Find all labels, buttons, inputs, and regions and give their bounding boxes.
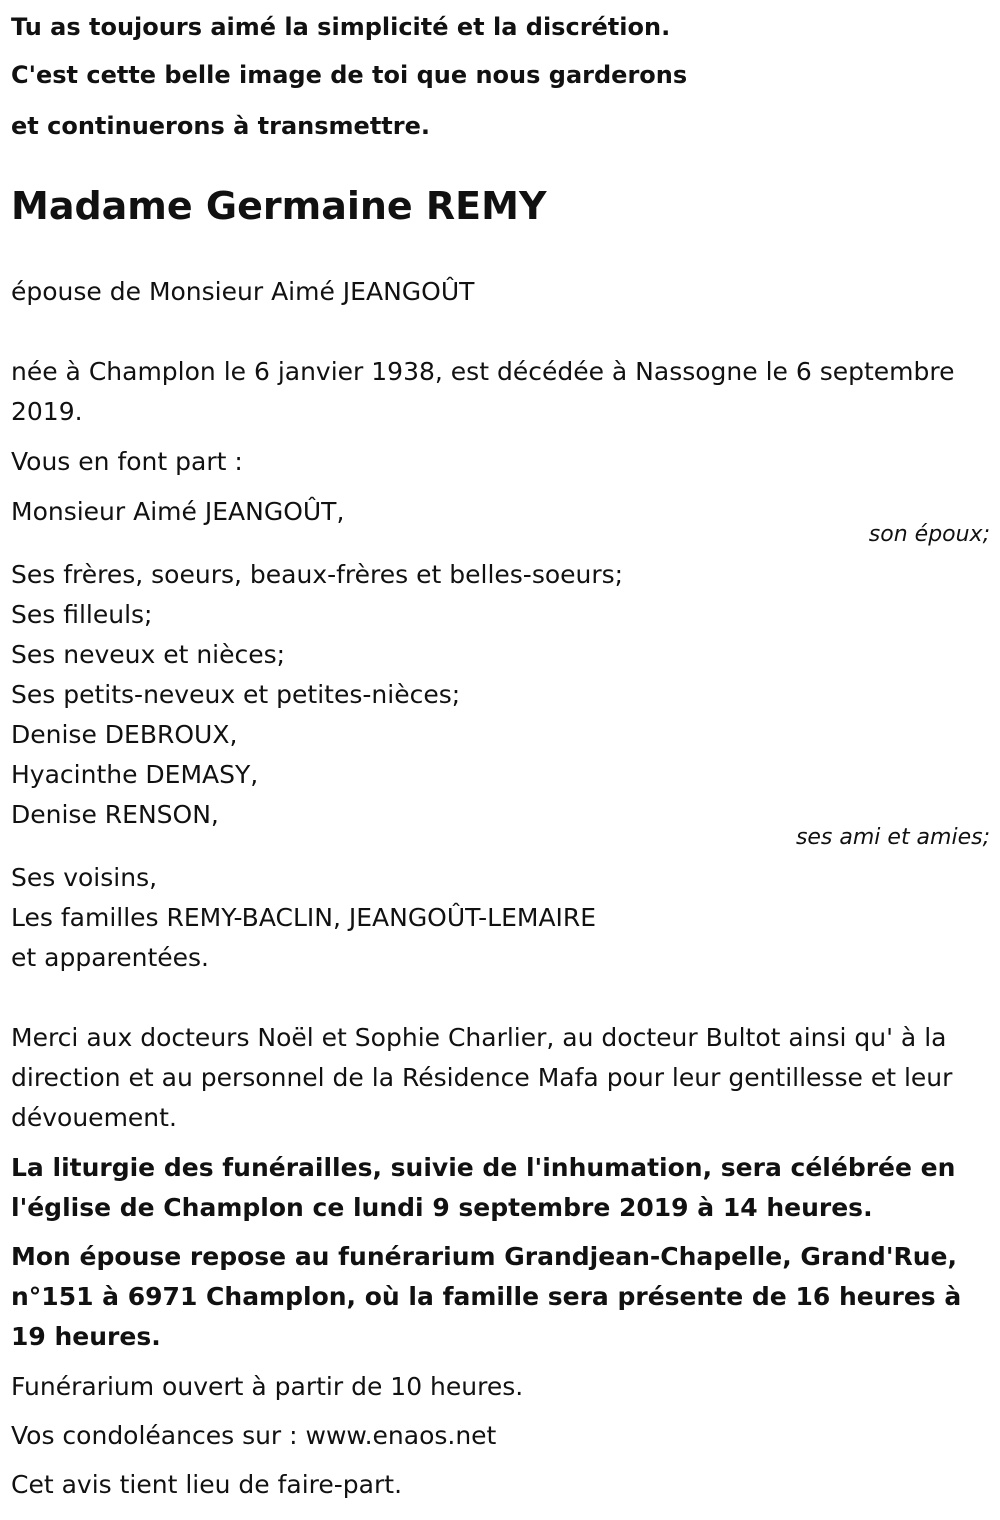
family-entry: Denise RENSON, (11, 800, 219, 829)
epigraph-line-3: et continuerons à transmettre. (11, 112, 430, 140)
family-entry: Denise DEBROUX, (11, 720, 238, 749)
epigraph-line-1: Tu as toujours aimé la simplicité et la discrétion. (11, 13, 671, 41)
others-entry: et apparentées. (11, 943, 209, 972)
spouse-entry: Monsieur Aimé JEANGOÛT, (11, 497, 345, 526)
epigraph-line-2: C'est cette belle image de toi que nous garderons (11, 61, 688, 89)
birth-death-text: née à Champlon le 6 janvier 1938, est décédée à Nassogne le 6 septembre 2019. (11, 357, 955, 426)
spouse-role: son époux; (868, 522, 990, 547)
friends-role: ses ami et amies; (795, 825, 990, 850)
family-entry: Ses neveux et nièces; (11, 640, 286, 669)
others-entry: Les familles REMY-BACLIN, JEANGOÛT-LEMAIRE (11, 903, 597, 932)
family-entry: Hyacinthe DEMASY, (11, 760, 259, 789)
deceased-name: Madame Germaine REMY (11, 184, 547, 228)
condolences-line: Vos condoléances sur : www.enaos.net (11, 1421, 497, 1450)
family-entry: Ses filleuls; (11, 600, 153, 629)
notice-line: Cet avis tient lieu de faire-part. (11, 1470, 403, 1499)
family-entry: Ses frères, soeurs, beaux-frères et belles-soeurs; (11, 560, 624, 589)
liturgy-paragraph: La liturgie des funérailles, suivie de l'inhumation, sera célébrée en l'église de Champlon ce lundi 9 septembre 2019 à 14 heures. (11, 1153, 956, 1222)
spouse-line: épouse de Monsieur Aimé JEANGOÛT (11, 277, 475, 306)
family-entry: Ses petits-neveux et petites-nièces; (11, 680, 461, 709)
thanks-paragraph: Merci aux docteurs Noël et Sophie Charlier, au docteur Bultot ainsi qu' à la direction et au personnel de la Résidence Mafa pour leur gentillesse et leur dévouement. (11, 1023, 953, 1132)
opening-hours: Funérarium ouvert à partir de 10 heures. (11, 1372, 524, 1401)
announcement-intro: Vous en font part : (11, 447, 243, 476)
others-entry: Ses voisins, (11, 863, 158, 892)
funerarium-paragraph: Mon épouse repose au funérarium Grandjean-Chapelle, Grand'Rue, n°151 à 6971 Champlon, où la famille sera présente de 16 heures à 19 heures. (11, 1242, 962, 1351)
